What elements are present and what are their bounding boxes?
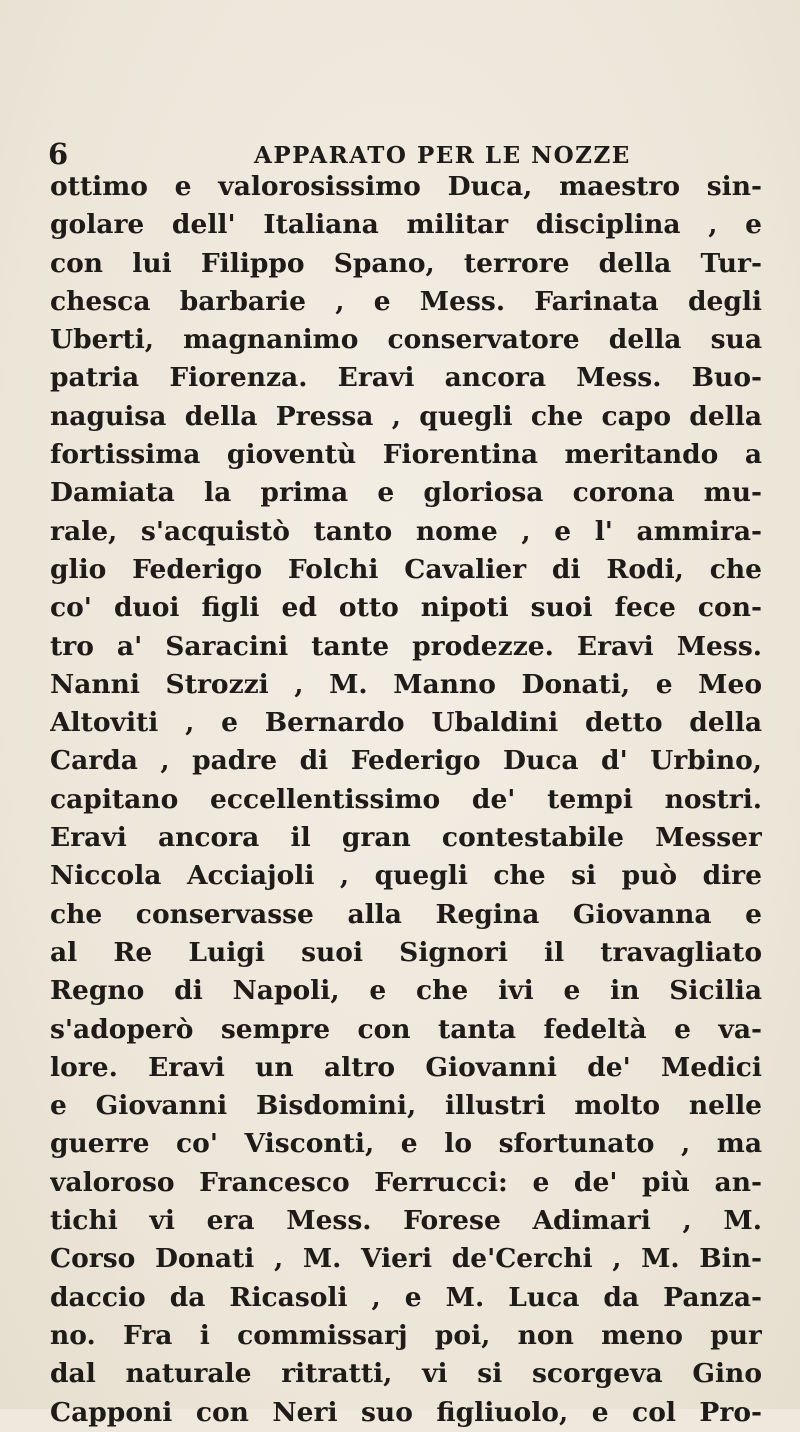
text-line: Eravi ancora il gran contestabile Messer <box>50 822 762 854</box>
text-line: chesca barbarie , e Mess. Farinata degli <box>50 285 762 317</box>
text-line: guerre co' Visconti, e lo sfortunato , ma <box>50 1128 762 1160</box>
text-line: lore. Eravi un altro Giovanni de' Medici <box>50 1051 762 1083</box>
text-line: daccio da Ricasoli , e M. Luca da Panza- <box>50 1281 762 1313</box>
text-line: no. Fra i commissarj poi, non meno pur <box>50 1319 762 1351</box>
text-line: con lui Filippo Spano, terrore della Tur- <box>50 247 762 279</box>
text-line: e Giovanni Bisdomini, illustri molto nelle <box>50 1090 762 1122</box>
text-line: Niccola Acciajoli , quegli che si può dire <box>50 860 762 892</box>
page-header <box>48 137 768 171</box>
text-line: Uberti, magnanimo conservatore della sua <box>50 324 762 356</box>
text-line: capitano eccellentissimo de' tempi nostri. <box>50 783 762 815</box>
text-line: valoroso Francesco Ferrucci: e de' più an- <box>50 1166 762 1198</box>
text-line: Capponi con Neri suo figliuolo, e col Pro- <box>50 1396 762 1428</box>
text-line: s'adoperò sempre con tanta fedeltà e va- <box>50 1013 762 1045</box>
text-line: che conservasse alla Regina Giovanna e <box>50 898 762 930</box>
text-line: fortissima gioventù Fiorentina meritando a <box>50 439 762 471</box>
text-line: Corso Donati , M. Vieri de'Cerchi , M. Bin- <box>50 1243 762 1275</box>
text-line: naguisa della Pressa , quegli che capo della <box>50 400 762 432</box>
text-line: rale, s'acquistò tanto nome , e l' ammira- <box>50 515 762 547</box>
text-line: golare dell' Italiana militar disciplina , e <box>50 209 762 241</box>
text-line: Altoviti , e Bernardo Ubaldini detto della <box>50 707 762 739</box>
text-line: co' duoi figli ed otto nipoti suoi fece con- <box>50 592 762 624</box>
text-line: Nanni Strozzi , M. Manno Donati, e Meo <box>50 668 762 700</box>
text-line: Regno di Napoli, e che ivi e in Sicilia <box>50 975 762 1007</box>
body-text <box>50 168 762 1432</box>
text-line: patria Fiorenza. Eravi ancora Mess. Buo- <box>50 362 762 394</box>
text-line: tichi vi era Mess. Forese Adimari , M. <box>50 1205 762 1237</box>
text-line: tro a' Saracini tante prodezze. Eravi Mess. <box>50 630 762 662</box>
text-line: dal naturale ritratti, vi si scorgeva Gino <box>50 1358 762 1390</box>
text-line: ottimo e valorosissimo Duca, maestro sin- <box>50 171 762 202</box>
text-line: Damiata la prima e gloriosa corona mu- <box>50 477 762 509</box>
running-head: APPARATO PER LE NOZZE <box>254 142 631 169</box>
text-line: glio Federigo Folchi Cavalier di Rodi, che <box>50 553 762 585</box>
page-number: 6 <box>48 137 71 171</box>
text-line: al Re Luigi suoi Signori il travagliato <box>50 936 762 968</box>
text-line: Carda , padre di Federigo Duca d' Urbino, <box>50 745 762 777</box>
